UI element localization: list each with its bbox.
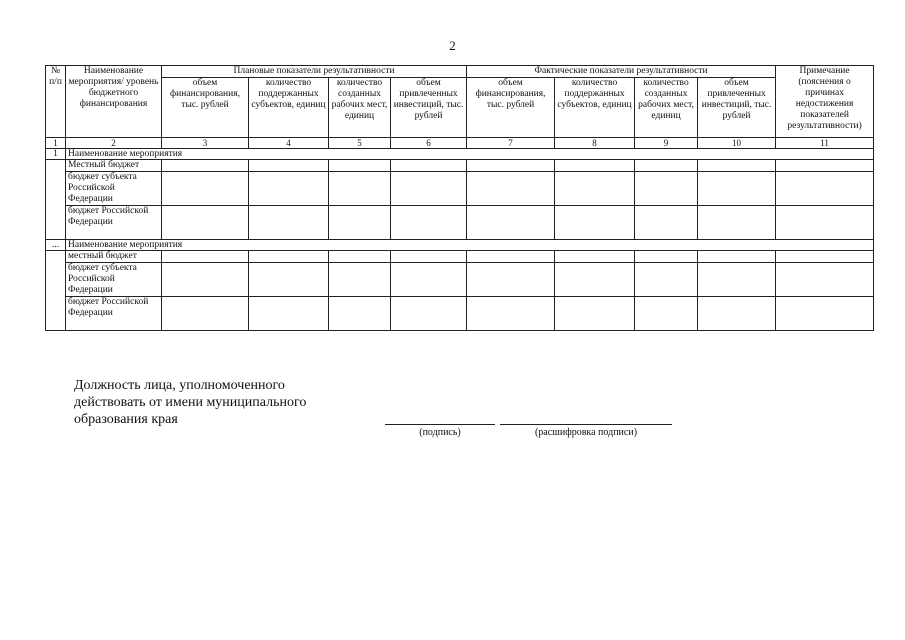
table-row [46, 172, 874, 206]
value-cell[interactable] [467, 251, 555, 263]
column-number-row [46, 138, 874, 149]
col-number: 11 [776, 138, 874, 149]
header-num: № п/п [46, 66, 66, 138]
value-cell[interactable] [391, 160, 467, 172]
value-cell[interactable] [391, 251, 467, 263]
col-number: 3 [162, 138, 249, 149]
value-cell[interactable] [555, 160, 635, 172]
table-row [46, 206, 874, 240]
header-planned-jobs: количество созданных рабочих мест, единиц [329, 78, 391, 138]
value-cell[interactable] [249, 172, 329, 206]
col-number: 8 [555, 138, 635, 149]
value-cell[interactable] [249, 206, 329, 240]
header-actual-investments: объем привлеченных инвестиций, тыс. рублей [698, 78, 776, 138]
col-number: 9 [635, 138, 698, 149]
value-cell[interactable] [249, 297, 329, 331]
value-cell[interactable] [329, 297, 391, 331]
signatory-position: Должность лица, уполномоченного действовать от имени муниципального образования края [74, 378, 307, 427]
value-cell[interactable] [698, 172, 776, 206]
value-cell[interactable] [391, 172, 467, 206]
value-cell[interactable] [635, 172, 698, 206]
value-cell[interactable] [467, 172, 555, 206]
value-cell[interactable] [555, 206, 635, 240]
value-cell[interactable] [467, 206, 555, 240]
section-row [46, 240, 874, 251]
section-title: Наименование мероприятия [66, 149, 874, 160]
value-cell[interactable] [391, 206, 467, 240]
section-row [46, 149, 874, 160]
value-cell[interactable] [162, 206, 249, 240]
header-planned-subjects: количество поддержанных субъектов, единиц [249, 78, 329, 138]
value-cell[interactable] [698, 160, 776, 172]
value-cell[interactable] [467, 297, 555, 331]
value-cell[interactable] [162, 172, 249, 206]
col-number: 2 [66, 138, 162, 149]
table-row [46, 251, 874, 263]
value-cell[interactable] [698, 206, 776, 240]
header-planned-investments: объем привлеченных инвестиций, тыс. рублей [391, 78, 467, 138]
header-planned-financing: объем финансирования, тыс. рублей [162, 78, 249, 138]
section-num: ... [46, 240, 66, 251]
value-cell[interactable] [329, 172, 391, 206]
col-number: 4 [249, 138, 329, 149]
section-title: Наименование мероприятия [66, 240, 874, 251]
header-actual-jobs: количество созданных рабочих мест, единиц [635, 78, 698, 138]
value-cell[interactable] [635, 297, 698, 331]
empty-cell [46, 160, 66, 240]
signature-caption: (подпись) [419, 427, 461, 438]
value-cell[interactable] [162, 251, 249, 263]
value-cell[interactable] [249, 160, 329, 172]
value-cell[interactable] [555, 263, 635, 297]
row-label: Местный бюджет [66, 160, 162, 172]
note-cell[interactable] [776, 206, 874, 240]
value-cell[interactable] [391, 297, 467, 331]
col-number: 10 [698, 138, 776, 149]
value-cell[interactable] [698, 297, 776, 331]
value-cell[interactable] [635, 160, 698, 172]
note-cell[interactable] [776, 172, 874, 206]
value-cell[interactable] [467, 160, 555, 172]
value-cell[interactable] [162, 263, 249, 297]
value-cell[interactable] [162, 297, 249, 331]
value-cell[interactable] [635, 263, 698, 297]
value-cell[interactable] [249, 251, 329, 263]
row-label: бюджет Российской Федерации [66, 206, 162, 240]
value-cell[interactable] [391, 263, 467, 297]
value-cell[interactable] [329, 206, 391, 240]
header-planned-group: Плановые показатели результативности [162, 66, 467, 78]
header-actual-subjects: количество поддержанных субъектов, единиц [555, 78, 635, 138]
value-cell[interactable] [249, 263, 329, 297]
page-number: 2 [449, 38, 456, 53]
signature-decode-line[interactable] [500, 424, 672, 425]
table-row [46, 263, 874, 297]
value-cell[interactable] [555, 297, 635, 331]
value-cell[interactable] [635, 251, 698, 263]
header-actual-financing: объем финансирования, тыс. рублей [467, 78, 555, 138]
results-table [45, 65, 874, 331]
value-cell[interactable] [698, 263, 776, 297]
value-cell[interactable] [555, 251, 635, 263]
col-number: 1 [46, 138, 66, 149]
col-number: 6 [391, 138, 467, 149]
col-number: 5 [329, 138, 391, 149]
value-cell[interactable] [162, 160, 249, 172]
empty-cell [46, 251, 66, 331]
table-row [46, 160, 874, 172]
row-label: местный бюджет [66, 251, 162, 263]
table-row [46, 297, 874, 331]
note-cell[interactable] [776, 160, 874, 172]
value-cell[interactable] [467, 263, 555, 297]
header-note: Примечание (пояснения о причинах недостижения показателей результативности) [776, 66, 874, 138]
row-label: бюджет субъекта Российской Федерации [66, 172, 162, 206]
row-label: бюджет Российской Федерации [66, 297, 162, 331]
col-number: 7 [467, 138, 555, 149]
value-cell[interactable] [555, 172, 635, 206]
note-cell[interactable] [776, 251, 874, 263]
value-cell[interactable] [698, 251, 776, 263]
signature-line[interactable] [385, 424, 495, 425]
value-cell[interactable] [635, 206, 698, 240]
value-cell[interactable] [329, 251, 391, 263]
section-num: 1 [46, 149, 66, 160]
row-label: бюджет субъекта Российской Федерации [66, 263, 162, 297]
note-cell[interactable] [776, 297, 874, 331]
signature-decode-caption: (расшифровка подписи) [534, 427, 638, 438]
value-cell[interactable] [329, 160, 391, 172]
note-cell[interactable] [776, 263, 874, 297]
header-name: Наименование мероприятия/ уровень бюджетного финансирования [66, 66, 162, 138]
header-actual-group: Фактические показатели результативности [467, 66, 776, 78]
value-cell[interactable] [329, 263, 391, 297]
